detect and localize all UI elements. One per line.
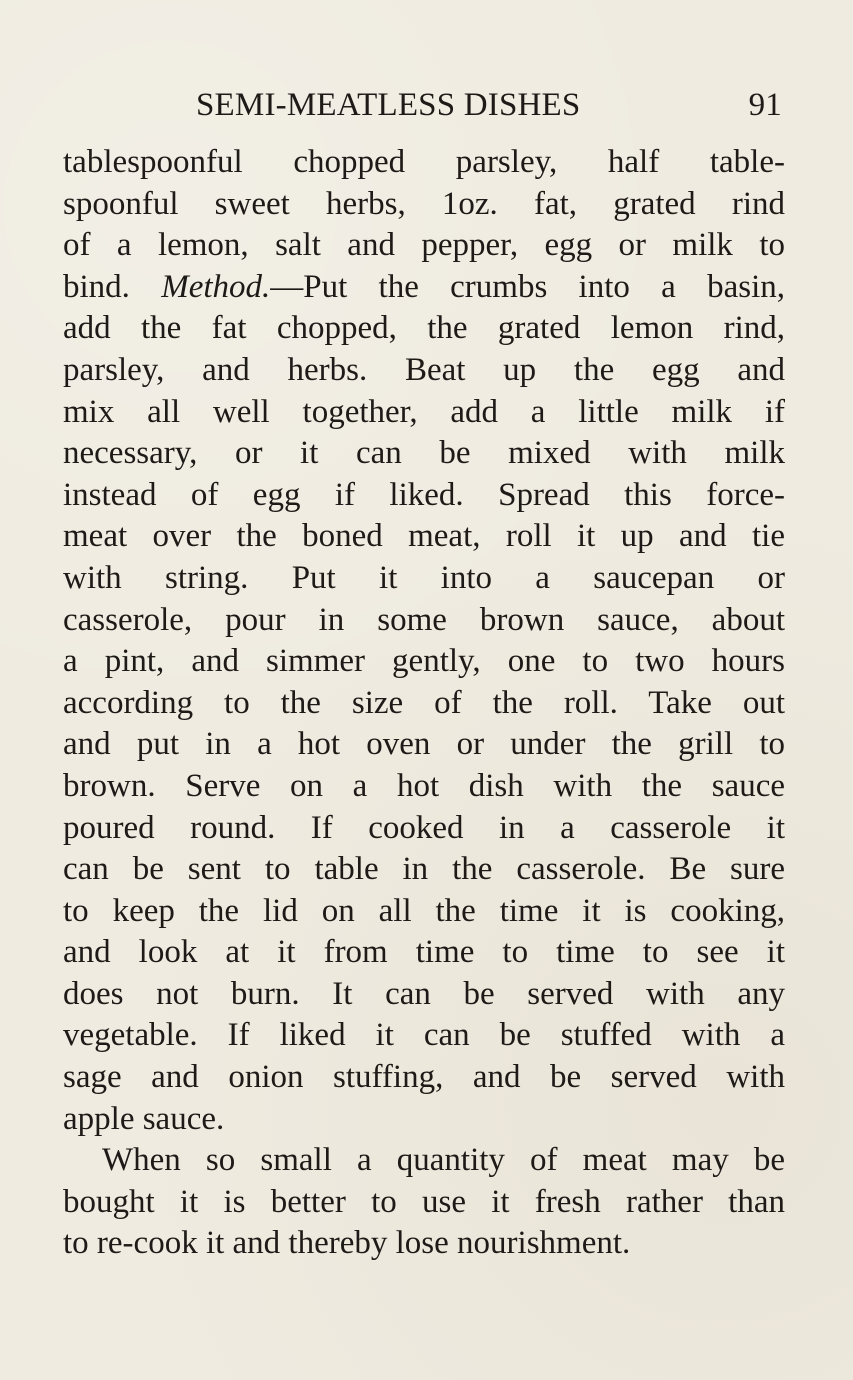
text-line: vegetable. If liked it can be stuffed with a <box>63 1017 785 1054</box>
text-line: bought it is better to use it fresh rather than <box>63 1183 785 1220</box>
text-line: according to the size of the roll. Take out <box>63 684 785 721</box>
text-line: parsley, and herbs. Beat up the egg and <box>63 351 785 388</box>
paragraph-2 <box>63 1140 785 1265</box>
body-text <box>63 142 785 1265</box>
text-line-with-method <box>63 267 785 309</box>
text-line: does not burn. It can be served with any <box>63 975 785 1012</box>
text-line: to keep the lid on all the time it is cooking, <box>63 892 785 929</box>
text-line-last: to re-cook it and thereby lose nourishment. <box>63 1225 631 1262</box>
text-line: necessary, or it can be mixed with milk <box>63 435 785 472</box>
text-line: and put in a hot oven or under the grill to <box>63 726 785 763</box>
text-line: poured round. If cooked in a casserole it <box>63 809 785 846</box>
text-fragment: bind. <box>63 268 162 305</box>
text-line: When so small a quantity of meat may be <box>102 1142 785 1179</box>
running-head <box>196 84 786 126</box>
text-line: meat over the boned meat, roll it up and tie <box>63 518 785 555</box>
page-number: 91 <box>748 87 782 123</box>
paragraph-1 <box>63 142 785 1140</box>
text-line: brown. Serve on a hot dish with the sauce <box>63 767 785 804</box>
text-line: a pint, and simmer gently, one to two hours <box>63 643 785 680</box>
text-line: tablespoonful chopped parsley, half table- <box>63 144 785 180</box>
text-line: with string. Put it into a saucepan or <box>63 559 785 596</box>
text-line: and look at it from time to time to see it <box>63 934 785 971</box>
text-line: sage and onion stuffing, and be served with <box>63 1059 785 1096</box>
text-line: can be sent to table in the casserole. Be sure <box>63 851 785 888</box>
text-line: instead of egg if liked. Spread this force- <box>63 476 785 513</box>
text-line: casserole, pour in some brown sauce, about <box>63 601 785 638</box>
text-line: spoonful sweet herbs, 1oz. fat, grated rind <box>63 185 785 222</box>
text-line: add the fat chopped, the grated lemon rind, <box>63 310 785 347</box>
text-line: of a lemon, salt and pepper, egg or milk to <box>63 227 785 264</box>
running-title: SEMI-MEATLESS DISHES <box>196 87 581 123</box>
text-line-last: apple sauce. <box>63 1100 225 1137</box>
text-fragment: —Put the crumbs into a basin, <box>270 268 785 305</box>
text-line: mix all well together, add a little milk if <box>63 393 785 430</box>
method-label: Method. <box>161 268 271 305</box>
